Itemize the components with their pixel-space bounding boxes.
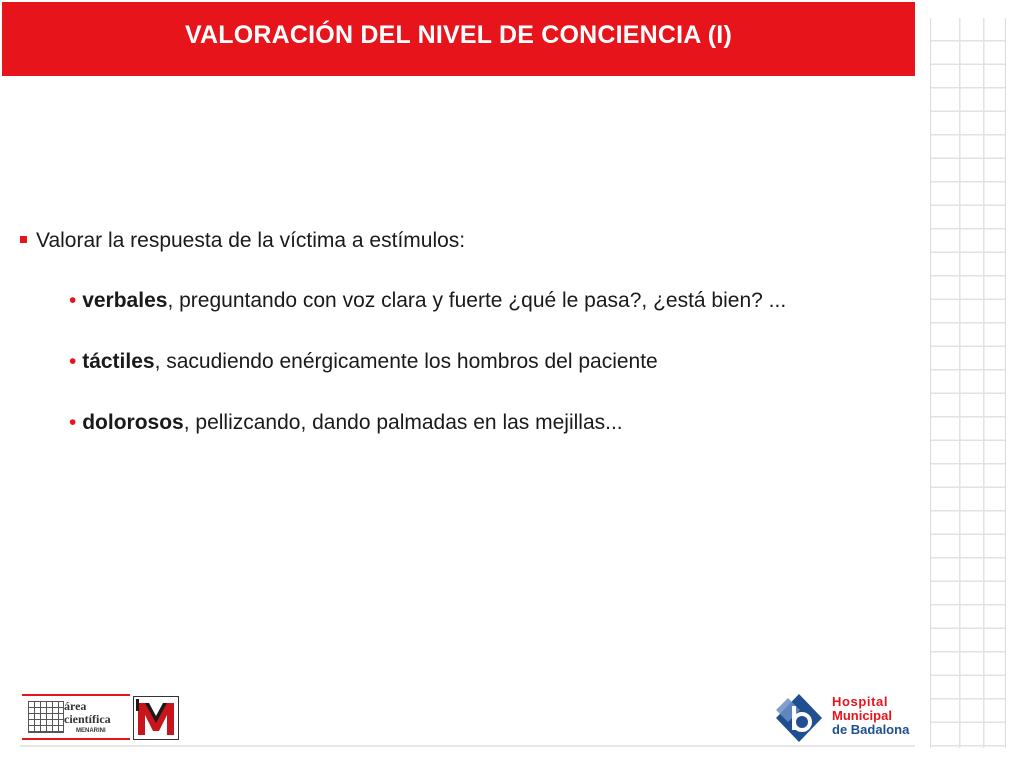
item-term: verbales	[82, 289, 168, 312]
hospital-b-icon	[770, 690, 828, 746]
item-term: táctiles	[82, 350, 155, 373]
main-bullet	[20, 226, 916, 256]
logo-text-line2: científica	[64, 712, 111, 726]
logo-text-line1: área	[64, 699, 87, 713]
square-bullet-icon	[20, 236, 27, 243]
bullet-dot-icon: •	[69, 289, 77, 312]
list-item-verbales	[69, 286, 916, 316]
hospital-name	[832, 695, 909, 737]
item-description: , pellizcando, dando palmadas en las mejillas...	[183, 411, 623, 434]
item-description: , sacudiendo enérgicamente los hombros del paciente	[154, 350, 658, 373]
item-description: , preguntando con voz clara y fuerte ¿qué le pasa?, ¿está bien? ...	[167, 289, 787, 312]
hospital-line3: de Badalona	[832, 722, 910, 737]
title-bar	[2, 2, 915, 76]
logo-text-line3: MENARINI	[76, 728, 106, 734]
hospital-badalona-logo	[770, 690, 920, 746]
hospital-line2: Municipal	[832, 708, 892, 723]
list-item-tactiles	[69, 347, 916, 377]
menarini-logo	[133, 696, 179, 740]
list-item-dolorosos	[69, 408, 916, 438]
intro-text: Valorar la respuesta de la víctima a estímulos:	[36, 229, 466, 252]
bullet-dot-icon: •	[69, 411, 77, 434]
bullet-dot-icon: •	[69, 350, 77, 373]
area-cientifica-logo	[22, 694, 130, 740]
item-term: dolorosos	[82, 411, 184, 434]
grid-logo-icon	[28, 701, 64, 733]
decorative-grid	[930, 18, 1006, 748]
menarini-m-icon	[134, 697, 178, 739]
slide-title: VALORACIÓN DEL NIVEL DE CONCIENCIA (I)	[185, 20, 732, 49]
slide-content	[20, 226, 916, 438]
hospital-line1: Hospital	[832, 694, 889, 709]
